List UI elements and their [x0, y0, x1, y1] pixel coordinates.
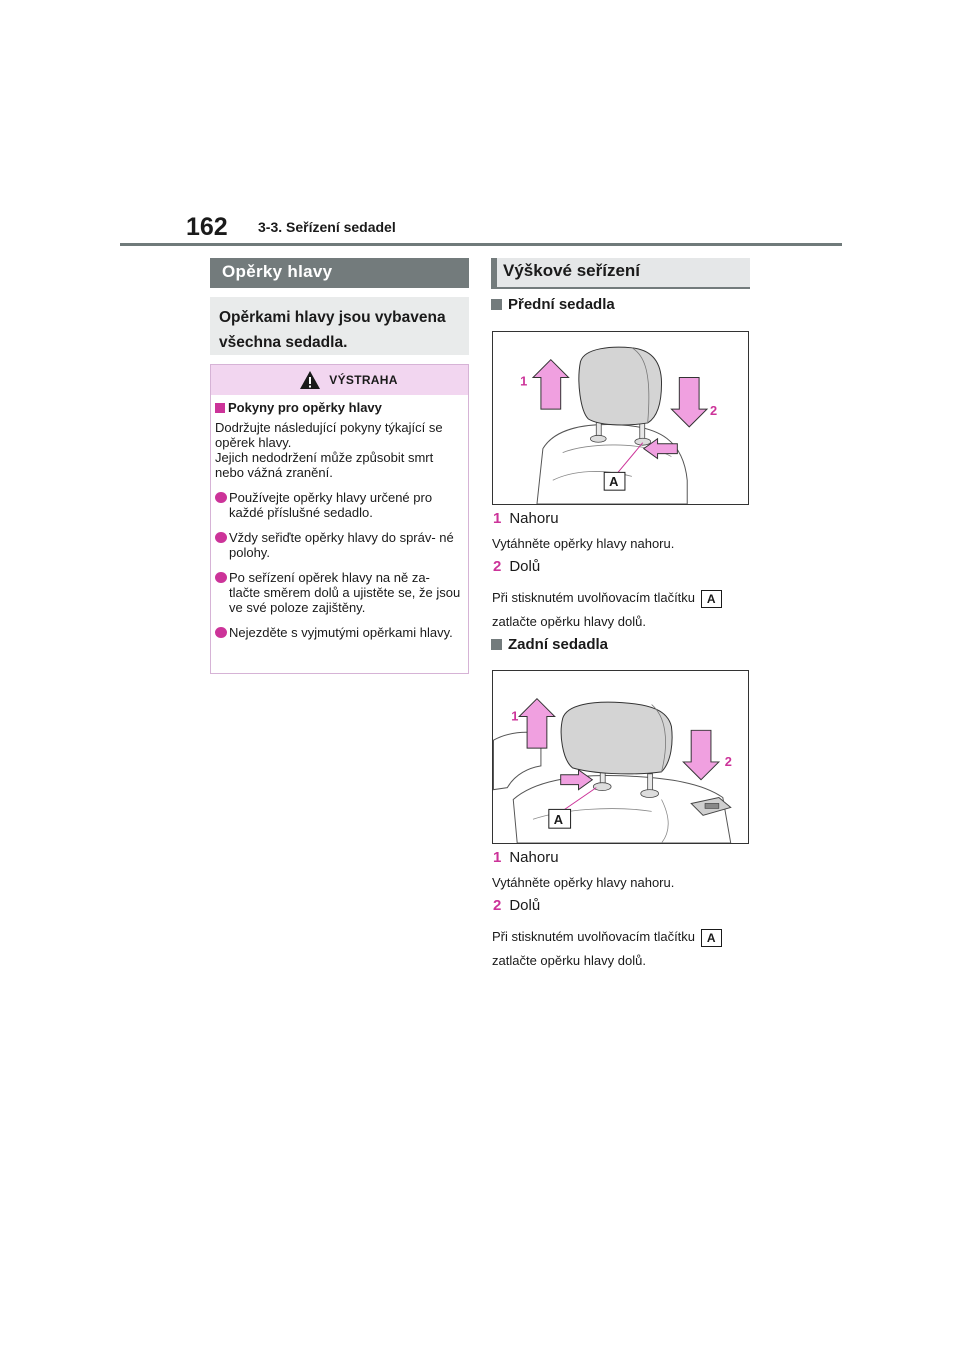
- rear-seats-heading-text: Zadní sedadla: [508, 636, 609, 653]
- warning-body: [211, 395, 468, 640]
- warning-paragraph-2: Jejich nedodržení může způsobit smrt nebo vážná zranění.: [215, 450, 434, 480]
- step-label: Nahoru: [509, 510, 559, 527]
- headrests-title: Opěrky hlavy: [222, 262, 333, 281]
- title-accent: [491, 258, 497, 287]
- step-description-part: zatlačte opěrku hlavy dolů.: [492, 614, 646, 629]
- step-label: Dolů: [509, 897, 541, 914]
- front-headrest-illustration: [492, 331, 749, 505]
- circle-bullet-icon: [215, 627, 227, 638]
- height-adjust-title-bar: [491, 258, 750, 289]
- section-heading: 3-3. Seřízení sedadel: [258, 219, 396, 235]
- warning-bullet-text: Po seřízení opěrek hlavy na ně za- tlačte směrem dolů a ujistěte se, že jsou ve své poloze zajištěny.: [229, 570, 461, 615]
- rear-headrest-illustration: [492, 670, 749, 844]
- warning-subheading: [215, 400, 463, 415]
- intro-box: [210, 297, 469, 355]
- release-button-badge: A: [701, 929, 722, 947]
- circle-bullet-icon: [215, 492, 227, 503]
- page-number: 162: [186, 213, 228, 241]
- step-number: 1: [493, 849, 502, 866]
- warning-bullet: [215, 625, 463, 640]
- figure-label-release-button: A: [553, 812, 564, 828]
- header-rule: [120, 243, 842, 246]
- rear-step-down-description: [492, 925, 722, 973]
- front-step-up-description: Vytáhněte opěrky hlavy nahoru.: [492, 536, 675, 551]
- figure-label-down: 2: [724, 753, 732, 769]
- step-label: Dolů: [509, 558, 541, 575]
- warning-label: VÝSTRAHA: [329, 373, 398, 387]
- warning-paragraph-1: Dodržujte následující pokyny týkající se opěrek hlavy.: [215, 420, 443, 450]
- warning-triangle-icon: [299, 370, 321, 390]
- release-button-badge: A: [701, 590, 722, 608]
- warning-header: [211, 365, 468, 395]
- warning-paragraph: [215, 420, 463, 480]
- figure-label-release-button: A: [609, 474, 619, 490]
- warning-bullet: [215, 570, 463, 615]
- intro-text: Opěrkami hlavy jsou vybavena všechna sedadla.: [219, 309, 446, 351]
- warning-bullet: [215, 490, 463, 520]
- figure-label-down: 2: [709, 403, 718, 419]
- warning-bullet-text: Vždy seřiďte opěrky hlavy do správ- né polohy.: [229, 530, 454, 560]
- step-description-part: Při stisknutém uvolňovacím tlačítku: [492, 929, 696, 944]
- step-description-part: Při stisknutém uvolňovacím tlačítku: [492, 590, 696, 605]
- headrests-title-bar: [210, 258, 469, 288]
- warning-bullet-text: Používejte opěrky hlavy určené pro každé příslušné sedadlo.: [229, 490, 433, 520]
- rear-step-up: [493, 849, 559, 866]
- warning-bullet: [215, 530, 463, 560]
- step-label: Nahoru: [509, 849, 559, 866]
- figure-label-up: 1: [511, 708, 519, 724]
- rear-step-up-description: Vytáhněte opěrky hlavy nahoru.: [492, 875, 675, 890]
- front-step-down-description: [492, 586, 722, 634]
- front-seats-heading: [491, 296, 615, 313]
- warning-subheading-text: Pokyny pro opěrky hlavy: [228, 400, 382, 415]
- step-number: 2: [493, 897, 502, 914]
- step-number: 2: [493, 558, 502, 575]
- rear-step-down: [493, 897, 540, 914]
- circle-bullet-icon: [215, 572, 227, 583]
- height-adjust-title: Výškové seřízení: [503, 261, 641, 280]
- square-bullet-icon: [491, 639, 502, 650]
- step-number: 1: [493, 510, 502, 527]
- warning-box: [210, 364, 469, 674]
- circle-bullet-icon: [215, 532, 227, 543]
- front-seats-heading-text: Přední sedadla: [508, 296, 615, 313]
- square-bullet-icon: [491, 299, 502, 310]
- warning-bullet-text: Nejezděte s vyjmutými opěrkami hlavy.: [229, 625, 453, 640]
- figure-label-up: 1: [520, 373, 528, 389]
- step-description-part: zatlačte opěrku hlavy dolů.: [492, 953, 646, 968]
- front-step-down: [493, 558, 540, 575]
- square-bullet-icon: [215, 403, 225, 413]
- front-step-up: [493, 510, 559, 527]
- rear-seats-heading: [491, 636, 608, 653]
